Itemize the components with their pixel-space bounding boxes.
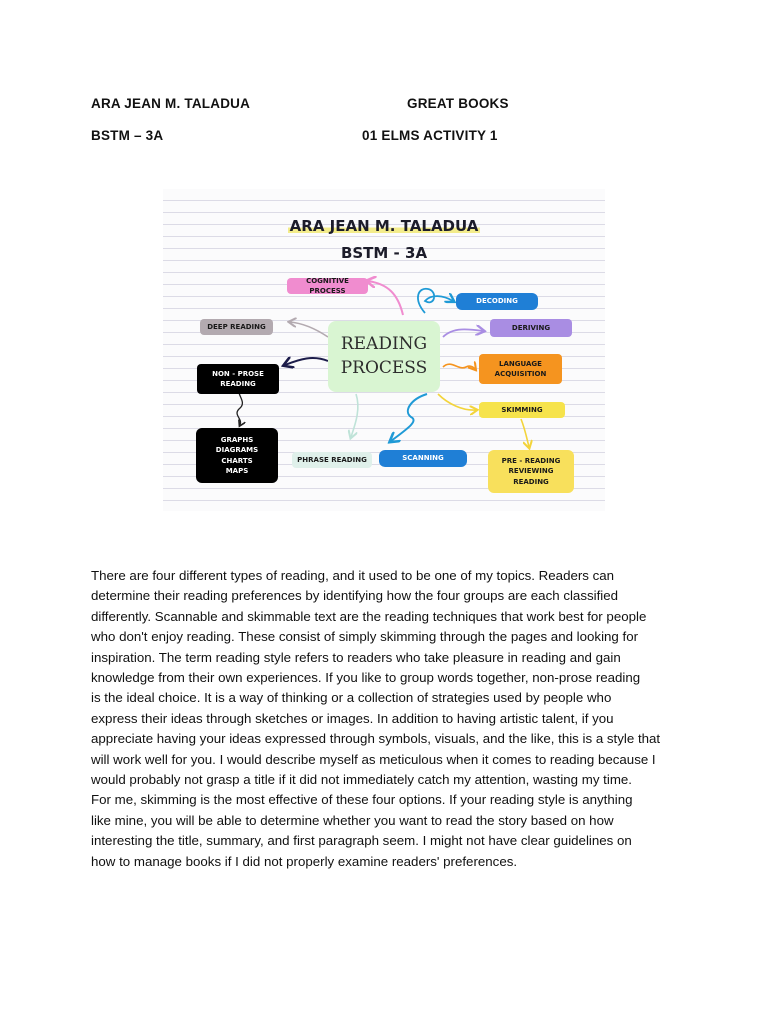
arrow-cognitive bbox=[368, 281, 403, 315]
arrow-deriving bbox=[443, 329, 483, 337]
node-phrase-reading: PHRASE READING bbox=[292, 452, 372, 468]
node-deep-reading: DEEP READING bbox=[200, 319, 273, 335]
mindmap-section: BSTM - 3A bbox=[340, 244, 428, 262]
node-cognitive-process: COGNITIVE PROCESS bbox=[287, 278, 368, 294]
node-non-prose-reading: NON - PROSE READING bbox=[197, 364, 279, 394]
node-scanning: SCANNING bbox=[379, 450, 467, 467]
arrow-language bbox=[443, 364, 475, 369]
node-graphs-diagrams: GRAPHS DIAGRAMS CHARTS MAPS bbox=[196, 428, 278, 483]
node-deriving: DERIVING bbox=[490, 319, 572, 337]
arrow-scanning bbox=[391, 394, 427, 441]
arrow-deep-reading bbox=[290, 322, 328, 337]
arrow-phrase bbox=[351, 394, 358, 437]
activity-title: 01 ELMS ACTIVITY 1 bbox=[362, 128, 498, 143]
mindmap-name: ARA JEAN M. TALADUA bbox=[289, 217, 479, 235]
arrow-non-prose bbox=[285, 358, 328, 365]
student-section: BSTM – 3A bbox=[91, 128, 164, 143]
node-decoding: DECODING bbox=[456, 293, 538, 310]
node-pre-reading: PRE - READING REVIEWING READING bbox=[488, 450, 574, 493]
node-language-acquisition: LANGUAGE ACQUISITION bbox=[479, 354, 562, 384]
course-title: GREAT BOOKS bbox=[407, 96, 509, 111]
arrow-skimming-pre bbox=[521, 419, 529, 447]
reading-process-mindmap bbox=[163, 189, 605, 511]
node-skimming: SKIMMING bbox=[479, 402, 565, 418]
essay-paragraph: There are four different types of reading, and it used to be one of my topics. Readers can determine their reading preferences by identifying how the four groups are each classified differently. Scannable and skimmable text are the reading techniques that work best for people who don't enjoy reading. These consist of simply skimming through the pages and looking for inspiration. The term reading style refers to readers who take pleasure in reading and gain knowledge from their own experiences. If you like to group words together, non-prose reading is the ideal choice. It is a way of thinking or a collection of strategies used by people who express their ideas through sketches or images. In addition to having artistic talent, if you appreciate having your ideas expressed through symbols, visuals, and the like, this is a style that will work well for you. I would describe myself as meticulous when it comes to reading because I would probably not grasp a title if it did not immediately catch my attention, wasting my time. For me, skimming is the most effective of these four options. If your reading style is anything like mine, you will be able to determine whether you want to read the story based on how interesting the title, summary, and first paragraph seem. I might not have clear guidelines on how to manage books if I did not properly examine readers' preferences. bbox=[91, 568, 661, 869]
student-name: ARA JEAN M. TALADUA bbox=[91, 96, 251, 111]
node-reading-process: READING PROCESS bbox=[328, 321, 440, 392]
arrow-decoding bbox=[418, 289, 453, 313]
arrow-skimming bbox=[438, 394, 476, 410]
